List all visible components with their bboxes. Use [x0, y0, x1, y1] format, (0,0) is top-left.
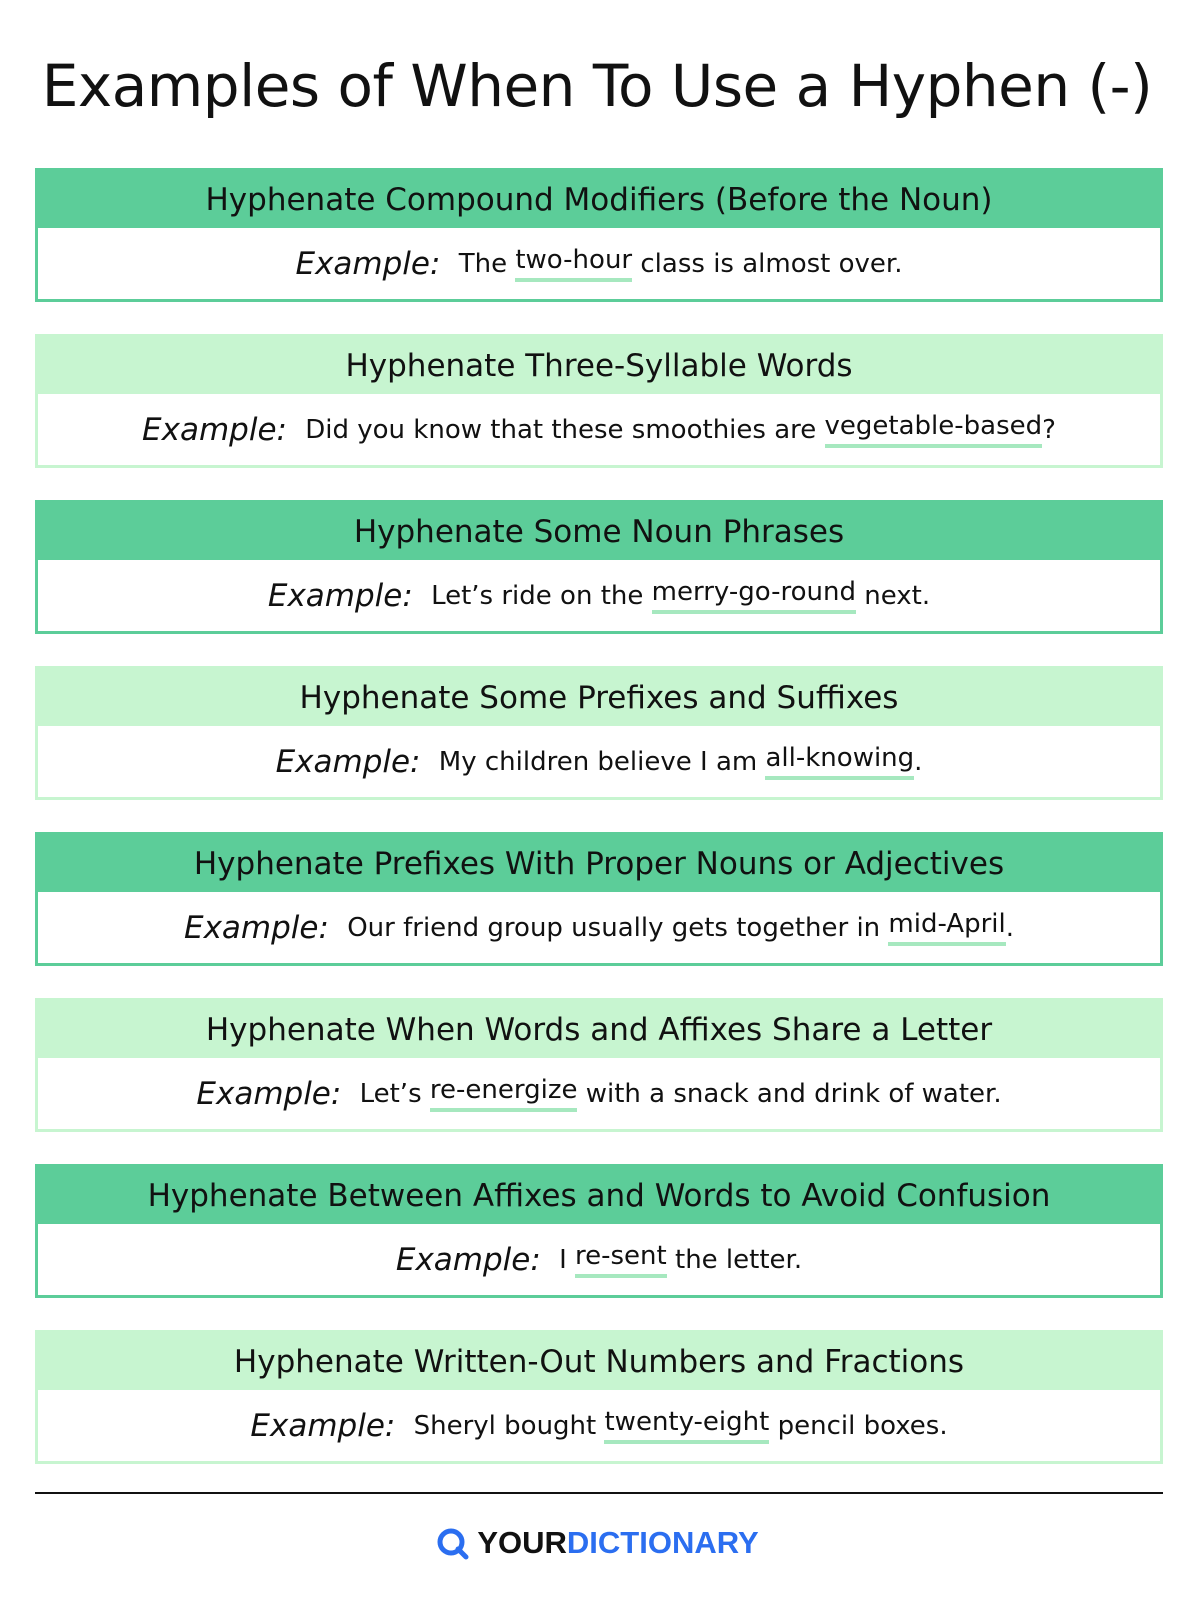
example-text-after: pencil boxes. [769, 1410, 948, 1441]
example-text-before: I [550, 1244, 576, 1275]
example-text-before: Let’s [351, 1078, 430, 1109]
footer-divider [35, 1492, 1163, 1494]
example-card [35, 1330, 1163, 1464]
card-example [38, 1058, 1160, 1129]
example-text-after: the letter. [666, 1244, 803, 1275]
example-text-after: with a snack and drink of water. [577, 1078, 1002, 1109]
example-label: Example: [184, 909, 329, 946]
card-heading: Hyphenate Some Prefixes and Suffixes [38, 669, 1160, 726]
examples-list [35, 168, 1163, 1496]
hyphenated-word: vegetable-based [825, 411, 1043, 448]
card-example [38, 560, 1160, 631]
hyphenated-word: twenty-eight [604, 1407, 769, 1444]
hyphenated-word: all-knowing [765, 743, 914, 780]
example-card [35, 500, 1163, 634]
card-heading: Hyphenate Prefixes With Proper Nouns or Adjectives [38, 835, 1160, 892]
example-card [35, 168, 1163, 302]
example-label: Example: [267, 577, 413, 614]
example-text-before: Sheryl bought [405, 1410, 605, 1441]
example-card [35, 666, 1163, 800]
hyphenated-word: merry-go-round [652, 577, 856, 614]
example-label: Example: [295, 245, 441, 282]
hyphenated-word: re-energize [430, 1075, 578, 1112]
example-text-before: Let’s ride on the [422, 580, 652, 611]
card-example [38, 228, 1160, 299]
hyphenated-word: re-sent [575, 1241, 667, 1278]
example-label: Example: [275, 743, 421, 780]
example-text-before: Our friend group usually gets together in [338, 912, 889, 943]
card-heading: Hyphenate Some Noun Phrases [38, 503, 1160, 560]
card-heading: Hyphenate When Words and Affixes Share a Letter [38, 1001, 1160, 1058]
card-example [38, 892, 1160, 963]
hyphenated-word: mid-April [888, 909, 1005, 946]
example-card [35, 1164, 1163, 1298]
card-example [38, 1390, 1160, 1461]
card-heading: Hyphenate Three-Syllable Words [38, 337, 1160, 394]
example-text-after: ? [1042, 414, 1056, 445]
page-title: Examples of When To Use a Hyphen (-) [41, 52, 1153, 120]
footer-brand [0, 1525, 1194, 1561]
card-example [38, 726, 1160, 797]
brand-name-part2: DICTIONARY [566, 1525, 759, 1560]
example-text-before: The [450, 248, 516, 279]
example-card [35, 334, 1163, 468]
example-text-after: . [914, 746, 923, 777]
search-icon [435, 1526, 469, 1560]
example-label: Example: [196, 1075, 342, 1112]
card-heading: Hyphenate Between Affixes and Words to Avoid Confusion [38, 1167, 1160, 1224]
example-label: Example: [395, 1241, 541, 1278]
card-heading: Hyphenate Written-Out Numbers and Fractions [38, 1333, 1160, 1390]
example-label: Example: [142, 411, 287, 448]
card-heading: Hyphenate Compound Modifiers (Before the Noun) [38, 171, 1160, 228]
example-text-after: class is almost over. [632, 248, 903, 279]
example-text-before: My children believe I am [430, 746, 766, 777]
example-text-before: Did you know that these smoothies are [296, 414, 825, 445]
example-card [35, 832, 1163, 966]
hyphenated-word: two-hour [515, 245, 632, 282]
brand-name-part1: YOUR [477, 1525, 567, 1560]
example-card [35, 998, 1163, 1132]
example-text-after: . [1005, 912, 1014, 943]
card-example [38, 394, 1160, 465]
card-example [38, 1224, 1160, 1295]
example-label: Example: [250, 1407, 396, 1444]
example-text-after: next. [855, 580, 931, 611]
